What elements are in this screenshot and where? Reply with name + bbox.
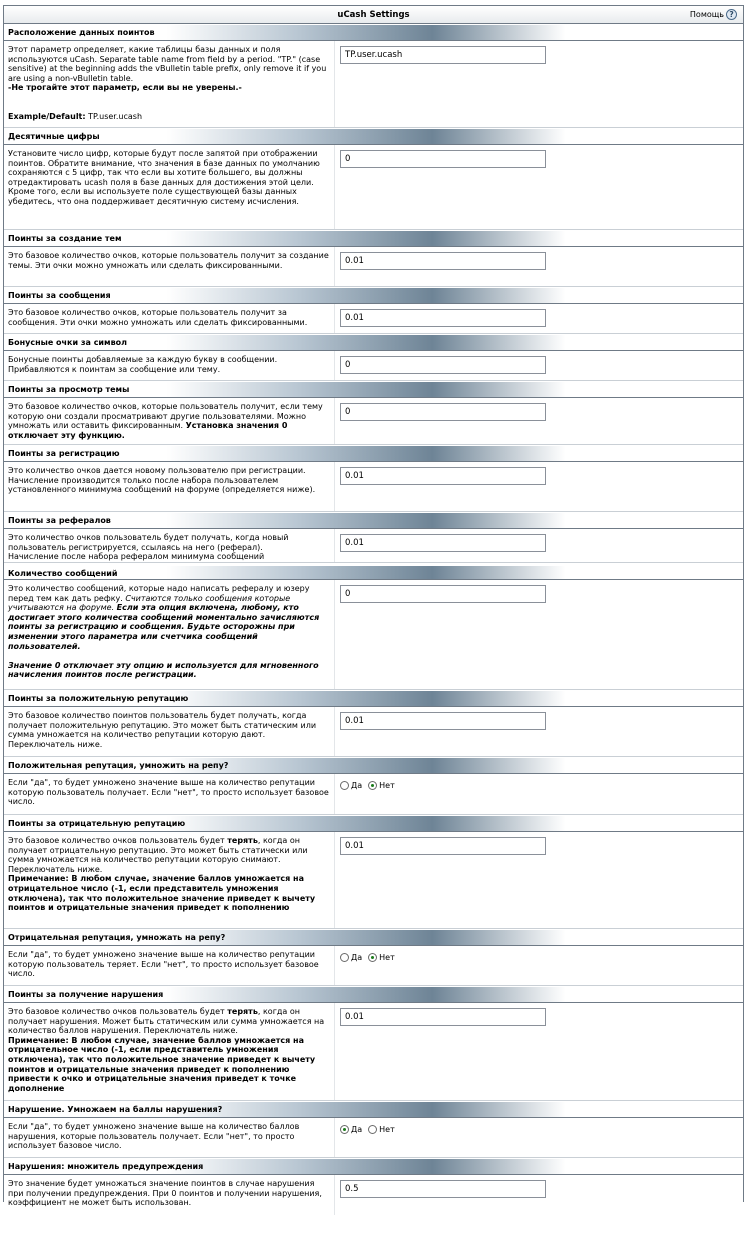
section-header-infraction-points: Поинты за получение нарушения: [4, 986, 743, 1003]
post-points-input[interactable]: [340, 309, 546, 327]
radio-no[interactable]: Нет: [368, 953, 395, 962]
example-value: TP.user.ucash: [88, 112, 143, 122]
window-title: uCash Settings: [337, 10, 410, 20]
radio-button-no[interactable]: [368, 953, 377, 962]
radio-no[interactable]: Нет: [368, 1125, 395, 1134]
warning-multiplier-input[interactable]: [340, 1180, 546, 1198]
section-header-negative-rep-multiply: Отрицательная репутация, умножать на репу?: [4, 929, 743, 946]
setting-description: Установите число цифр, которые будут после запятой при отображении поинтов. Обратите внимание, что значения в базе данных по умолчанию сохраняются с 5 цифр, так что если вы хотите большего, вы должны отредактировать ucash поля в базе данных для достижения этой цели. Кроме того, если вы используете поле существующей базы данных убедитесь, что она поддерживает десятичную систему исчисления.: [4, 145, 335, 229]
char-bonus-input[interactable]: [340, 356, 546, 374]
settings-panel: [3, 5, 744, 1208]
example-label: Example/Default:: [8, 112, 86, 122]
setting-description: Бонусные поинты добавляемые за каждую букву в сообщении. Прибавляются к поинтам за сообщение или тему.: [4, 351, 335, 380]
section-header-warning-multiplier: Нарушения: множитель предупреждения: [4, 1158, 743, 1175]
section-header-infraction-multiply: Нарушение. Умножаем на баллы нарушения?: [4, 1101, 743, 1118]
section-header-positive-rep-multiply: Положительная репутация, умножить на репу?: [4, 757, 743, 774]
setting-description: Если "да", то будет умножено значение выше на количество баллов нарушения, которые пользователь получает. Если "нет", то просто использует базовое число.: [4, 1118, 335, 1157]
setting-row-char-bonus: [4, 351, 743, 381]
radio-yes[interactable]: Да: [340, 1125, 362, 1134]
radio-button-yes[interactable]: [340, 1125, 349, 1134]
setting-description: Это количество очков дается новому пользователю при регистрации. Начисление производится только после набора пользователем установленного минимума сообщений на форуме (определяется ниже).: [4, 462, 335, 511]
radio-button-yes[interactable]: [340, 953, 349, 962]
negative-rep-input[interactable]: [340, 837, 546, 855]
window-title-bar: [4, 6, 743, 24]
setting-description: Это количество сообщений, которые надо написать рефералу и юзеру перед тем как дать рефку. Считаются только сообщения которые учитываются на форуме. Если эта опция включена, любому, кто достигает этого количества сообщений моментально зачисляются поинты за регистрацию и сообщения. Будьте осторожны при изменении этого параметра или счетчика сообщений пользователей. Значение 0 отключает эту опцию и используется для мгновенного начисления поинтов после регистрации.: [4, 580, 335, 689]
setting-row-view-points: [4, 398, 743, 445]
decimal-digits-input[interactable]: [340, 150, 546, 168]
radio-button-yes[interactable]: [340, 781, 349, 790]
setting-description: Это базовое количество очков пользователь будет терять, когда он получает отрицательную репутацию. Это может быть статически или сумма умножается на количество репутации которую снимают. Переключатель ниже. Примечание: В любом случае, значение баллов умножается на отрицательное число (-1, если представитель умножения отключена), так что положительное значение приведет к вычету поинтов и отрицательные значения приведет к пополнению: [4, 832, 335, 928]
register-points-input[interactable]: [340, 467, 546, 485]
setting-row-post-count: [4, 580, 743, 690]
setting-description: Это базовое количество очков пользователь будет терять, когда он получает нарушения. Может быть статическим или сумма умножается на количество баллов нарушения. Переключатель ниже. Примечание: В любом случае, значение баллов умножается на отрицательное число (-1, если представитель умножения отключена), так что положительное значение приведет к вычету поинтов и отрицательные значения приведет к пополнению привести к очко и отрицательные значения приведет к точке дополнение: [4, 1003, 335, 1100]
radio-button-no[interactable]: [368, 1125, 377, 1134]
data-location-input[interactable]: [340, 46, 546, 64]
setting-row-positive-rep-multiply: [4, 774, 743, 815]
radio-yes[interactable]: Да: [340, 781, 362, 790]
setting-row-positive-rep: [4, 707, 743, 757]
setting-description: Это базовое количество очков, которые пользователь получит, если тему которую они создали просматривают другие пользователями. Можно умножать или оставить фиксированным. Установка значения 0 отключает эту функцию.: [4, 398, 335, 444]
setting-description: Если "да", то будет умножено значение выше на количество репутации которую пользователь теряет. Если "нет", то просто использует базовое число.: [4, 946, 335, 985]
setting-row-warning-multiplier: [4, 1175, 743, 1215]
setting-description: Это базовое количество очков, которые пользователь получит за создание темы. Эти очки можно умножать или сделать фиксированными.: [4, 247, 335, 286]
section-header-positive-rep: Поинты за положительную репутацию: [4, 690, 743, 707]
radio-button-no[interactable]: [368, 781, 377, 790]
positive-rep-input[interactable]: [340, 712, 546, 730]
setting-row-infraction-multiply: [4, 1118, 743, 1158]
thread-points-input[interactable]: [340, 252, 546, 270]
section-header-post-points: Поинты за сообщения: [4, 287, 743, 304]
section-header-thread-points: Поинты за создание тем: [4, 230, 743, 247]
section-header-data-location: Расположение данных поинтов: [4, 24, 743, 41]
setting-description: Это базовое количество очков, которые пользователь получит за сообщения. Эти очки можно умножать или сделать фиксированными.: [4, 304, 335, 333]
setting-row-referral-points: [4, 529, 743, 563]
setting-row-data-location: [4, 41, 743, 128]
warning-text: -Не трогайте этот параметр, если вы не уверены.-: [8, 83, 242, 93]
setting-row-thread-points: [4, 247, 743, 287]
setting-row-negative-rep: [4, 832, 743, 929]
section-header-char-bonus: Бонусные очки за символ: [4, 334, 743, 351]
radio-yes[interactable]: Да: [340, 953, 362, 962]
setting-row-infraction-points: [4, 1003, 743, 1101]
setting-row-decimal-digits: [4, 145, 743, 230]
setting-description: Этот параметр определяет, какие таблицы базы данных и поля используются uCash. Separate table name from field by a period. "TP." (case sensitive) at the beginning adds the vBulletin table prefix, only remove it if you are using a non-vBulletin table. -Не трогайте этот параметр, если вы не уверены.- Example/Default: TP.user.ucash: [4, 41, 335, 127]
setting-row-post-points: [4, 304, 743, 334]
post-count-input[interactable]: [340, 585, 546, 603]
section-header-register-points: Поинты за регистрацию: [4, 445, 743, 462]
setting-row-register-points: [4, 462, 743, 512]
section-header-post-count: Количество сообщений: [4, 563, 743, 580]
help-icon[interactable]: ?: [726, 9, 737, 20]
infraction-points-input[interactable]: [340, 1008, 546, 1026]
setting-row-negative-rep-multiply: [4, 946, 743, 986]
referral-points-input[interactable]: [340, 534, 546, 552]
view-points-input[interactable]: [340, 403, 546, 421]
section-header-negative-rep: Поинты за отрицательную репутацию: [4, 815, 743, 832]
section-header-view-points: Поинты за просмотр темы: [4, 381, 743, 398]
setting-description: Если "да", то будет умножено значение выше на количество репутации которую пользователь получает. Если "нет", то просто использует базовое число.: [4, 774, 335, 814]
setting-description: Это значение будет умножаться значение поинтов в случае нарушения при получении предупреждения. При 0 поинтов и получении нарушения, коэффициент не может быть использован.: [4, 1175, 335, 1215]
setting-description: Это количество очков пользователь будет получать, когда новый пользователь регистрируется, ссылаясь на него (реферал). Начисление после набора рефералом минимума сообщений: [4, 529, 335, 562]
help-link[interactable]: Помощь ?: [690, 6, 737, 24]
setting-description: Это базовое количество поинтов пользователь будет получать, когда получает положительную репутацию. Это может быть статическим или сумма умножается на количество репутации которую дают. Переключатель ниже.: [4, 707, 335, 756]
section-header-referral-points: Поинты за рефералов: [4, 512, 743, 529]
radio-no[interactable]: Нет: [368, 781, 395, 790]
section-header-decimal-digits: Десятичные цифры: [4, 128, 743, 145]
